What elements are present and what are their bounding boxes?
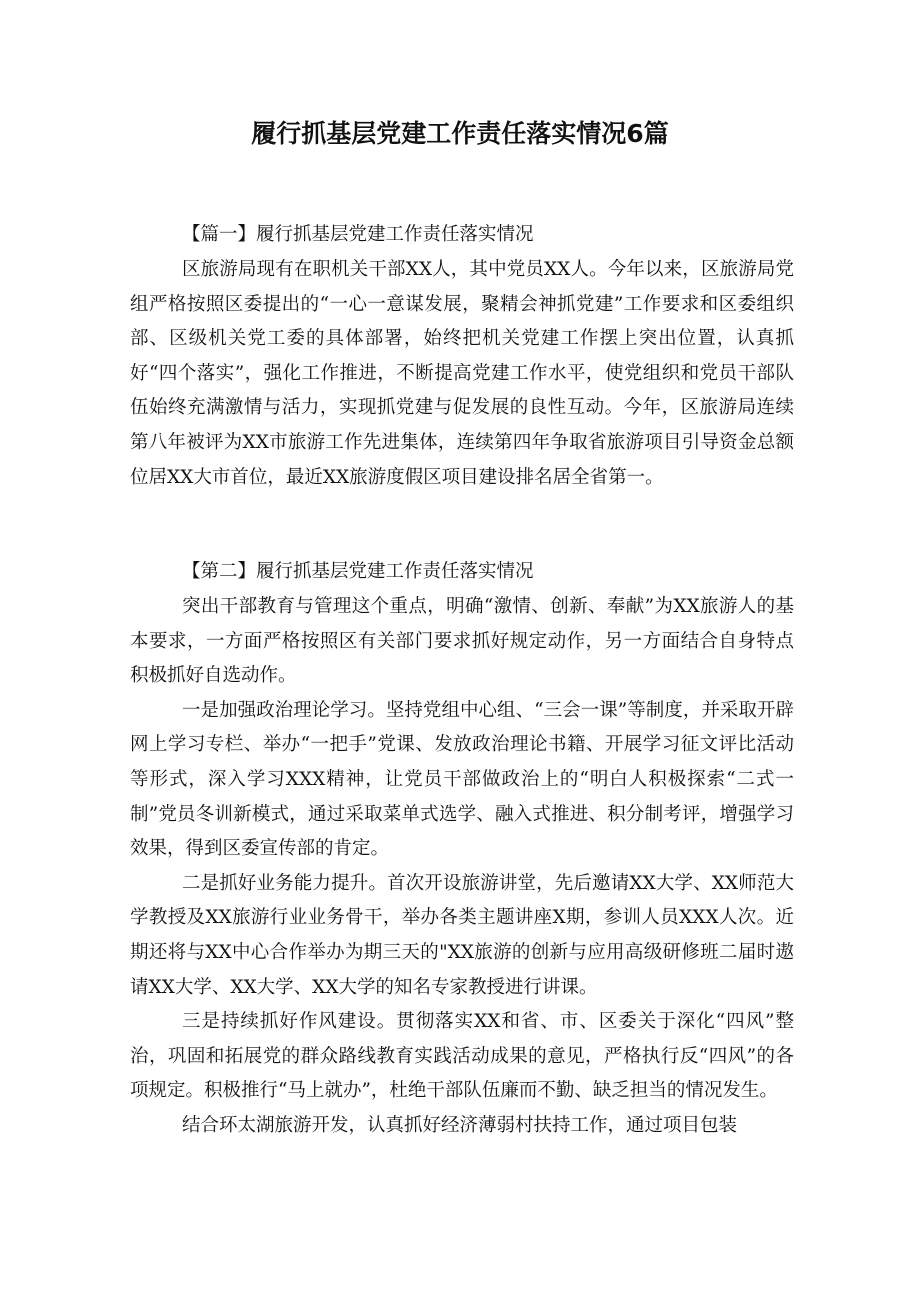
section-heading-1: 【篇一】履行抓基层党建工作责任落实情况 — [182, 224, 534, 245]
section-heading-2: 【第二】履行抓基层党建工作责任落实情况 — [182, 561, 534, 582]
paragraph: 区旅游局现有在职机关干部XX人，其中党员XX人。今年以来，区旅游局党组严格按照区委提出的“一心一意谋发展，聚精会神抓党建”工作要求和区委组织部、区级机关党工委的具体部署，始终把机关党建工作摆上突出位置，认真抓好“四个落实”，强化工作推进，不断提高党建工作水平，使党组织和党员干部队伍始终充满激情与活力，实现抓党建与促发展的良性互动。今年，区旅游局连续第八年被评为XX市旅游工作先进集体，连续第四年争取省旅游项目引导资金总额位居XX大市首位，最近XX旅游度假区项目建设排名居全省第一。 — [130, 259, 794, 488]
paragraph: 结合环太湖旅游开发，认真抓好经济薄弱村扶持工作，通过项目包装 — [182, 1114, 738, 1136]
paragraph: 三是持续抓好作风建设。贯彻落实XX和省、市、区委关于深化“四风”整治，巩固和拓展党的群众路线教育实践活动成果的意见，严格执行反“四风”的各项规定。积极推行“马上就办”，杜绝干部队伍廉而不勤、缺乏担当的情况发生。 — [130, 1011, 794, 1102]
paragraph: 突出干部教育与管理这个重点，明确“激情、创新、奉献”为XX旅游人的基本要求，一方面严格按照区有关部门要求抓好规定动作，另一方面结合自身特点积极抓好自选动作。 — [130, 596, 794, 687]
document-title: 履行抓基层党建工作责任落实情况6篇 — [251, 119, 669, 148]
section-body-1 — [130, 253, 794, 495]
paragraph: 一是加强政治理论学习。坚持党组中心组、“三会一课”等制度，并采取开辟网上学习专栏、举办“一把手”党课、发放政治理论书籍、开展学习征文评比活动等形式，深入学习XXX精神，让党员干部做政治上的“明白人积极探索“二式一制”党员冬训新模式，通过采取菜单式选学、融入式推进、积分制考评，增强学习效果，得到区委宣传部的肯定。 — [130, 699, 794, 860]
paragraph: 二是抓好业务能力提升。首次开设旅游讲堂，先后邀请XX大学、XX师范大学教授及XX旅游行业业务骨干，举办各类主题讲座X期，参训人员XXX人次。近期还将与XX中心合作举办为期三天的"XX旅游的创新与应用高级研修班二届时遨请XX大学、XX大学、XX大学的知名专家教授进行讲课。 — [130, 872, 794, 998]
section-body-2 — [130, 590, 794, 1144]
